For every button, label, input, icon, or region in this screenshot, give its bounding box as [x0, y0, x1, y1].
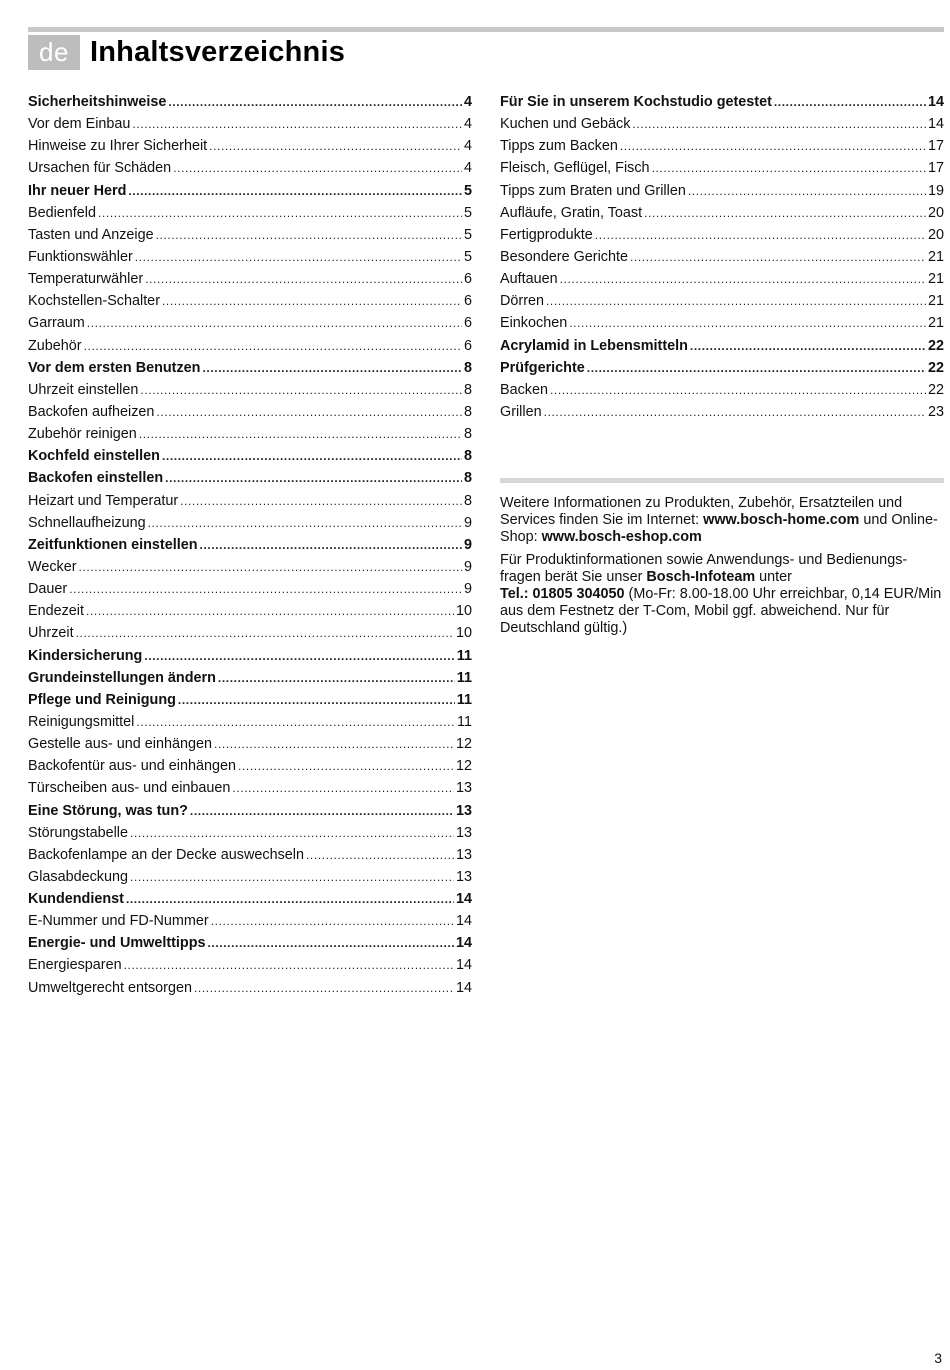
toc-entry-label: Fertigprodukte — [500, 226, 593, 243]
toc-dot-leader — [126, 888, 454, 910]
toc-entry-page: 5 — [463, 182, 472, 199]
toc-dot-leader — [140, 379, 462, 401]
toc-entry[interactable] — [28, 600, 472, 622]
toc-dot-leader — [190, 800, 454, 822]
toc-entry-page: 22 — [927, 337, 944, 354]
toc-entry[interactable] — [28, 711, 472, 733]
toc-dot-leader — [87, 312, 462, 334]
toc-dot-leader — [79, 556, 462, 578]
toc-entry-page: 14 — [455, 957, 472, 974]
toc-dot-leader — [132, 113, 462, 135]
toc-entry-page: 12 — [455, 758, 472, 775]
toc-entry-label: Schnellaufheizung — [28, 514, 146, 531]
toc-entry[interactable] — [500, 401, 944, 423]
page-header — [28, 34, 345, 70]
toc-entry-label: Energiesparen — [28, 957, 122, 974]
toc-entry-label: Sicherheitshinweise — [28, 94, 167, 110]
toc-entry[interactable] — [500, 113, 944, 135]
toc-entry-label: Tipps zum Backen — [500, 138, 618, 155]
toc-entry[interactable] — [28, 800, 472, 822]
toc-entry-label: Ursachen für Schäden — [28, 160, 172, 177]
toc-dot-leader — [168, 91, 462, 113]
info-text: und Online-Shop: — [500, 512, 938, 545]
info-text: (Mo-Fr: 8.00-18.00 Uhr erreichbar, 0,14 EUR/Min aus dem Festnetz der T-Com, Mobil ggf. abweichend. Nur für Deutschland gültig.) — [500, 586, 942, 636]
toc-entry-page: 5 — [463, 248, 472, 265]
toc-dot-leader — [165, 467, 462, 489]
toc-entry[interactable] — [28, 224, 472, 246]
toc-entry-page: 4 — [463, 160, 472, 177]
toc-entry-label: Grundeinstellungen ändern — [28, 669, 216, 686]
toc-entry-label: Kindersicherung — [28, 647, 143, 664]
toc-entry-label: Einkochen — [500, 315, 568, 332]
language-badge: de — [28, 35, 80, 70]
toc-dot-leader — [76, 622, 454, 644]
toc-dot-leader — [136, 711, 455, 733]
toc-entry-page: 9 — [463, 514, 472, 531]
toc-entry-page: 5 — [463, 204, 472, 221]
toc-dot-leader — [130, 866, 454, 888]
toc-entry-page: 10 — [455, 603, 472, 620]
toc-entry-page: 13 — [455, 824, 472, 841]
toc-dot-leader — [211, 910, 454, 932]
toc-dot-leader — [632, 113, 926, 135]
toc-entry-page: 14 — [455, 891, 472, 908]
toc-entry[interactable] — [500, 202, 944, 224]
toc-dot-leader — [208, 932, 454, 954]
toc-dot-leader — [214, 733, 454, 755]
toc-entry-label: Backofentür aus- und einhängen — [28, 758, 237, 775]
toc-entry[interactable] — [500, 224, 944, 246]
info-text: Weitere Informationen zu Produkten, Zubehör, Ersatzteilen und Services finden Sie im Internet: — [500, 495, 903, 528]
toc-dot-leader — [546, 290, 926, 312]
toc-dot-leader — [774, 91, 926, 113]
toc-entry-label: Vor dem Einbau — [28, 116, 131, 133]
toc-entry[interactable] — [28, 445, 472, 467]
info-divider — [500, 478, 944, 483]
toc-entry-page: 11 — [456, 691, 472, 708]
toc-entry-page: 20 — [927, 226, 944, 243]
toc-entry-label: Grillen — [500, 403, 542, 420]
toc-entry[interactable] — [28, 932, 472, 954]
toc-dot-leader — [238, 755, 454, 777]
toc-entry-label: Auftauen — [500, 271, 558, 288]
toc-entry-page: 8 — [463, 426, 472, 443]
toc-entry[interactable] — [500, 312, 944, 334]
toc-entry-label: Vor dem ersten Benutzen — [28, 359, 201, 376]
info-contact-paragraph — [500, 552, 946, 637]
toc-entry-page: 6 — [463, 271, 472, 288]
toc-entry[interactable] — [28, 290, 472, 312]
toc-entry-page: 23 — [927, 403, 944, 420]
toc-entry[interactable] — [500, 268, 944, 290]
toc-entry-label: Umweltgerecht entsorgen — [28, 979, 192, 996]
toc-entry-label: Kundendienst — [28, 891, 124, 908]
toc-dot-leader — [560, 268, 926, 290]
toc-dot-leader — [124, 954, 454, 976]
toc-entry-label: Garraum — [28, 315, 85, 332]
toc-dot-leader — [69, 578, 462, 600]
toc-dot-leader — [130, 822, 454, 844]
toc-entry-label: Hinweise zu Ihrer Sicherheit — [28, 138, 208, 155]
toc-dot-leader — [156, 401, 462, 423]
toc-entry[interactable] — [28, 357, 472, 379]
toc-entry-page: 8 — [463, 359, 472, 376]
toc-dot-leader — [218, 667, 455, 689]
toc-dot-leader — [587, 357, 926, 379]
toc-entry-page: 4 — [463, 138, 472, 155]
toc-entry-page: 19 — [927, 182, 944, 199]
toc-entry-page: 17 — [927, 138, 944, 155]
toc-entry-page: 17 — [927, 160, 944, 177]
toc-entry-label: Acrylamid in Lebensmitteln — [500, 337, 688, 354]
toc-entry[interactable] — [28, 667, 472, 689]
toc-dot-leader — [135, 246, 462, 268]
toc-entry-page: 11 — [456, 669, 472, 686]
page-number: 3 — [934, 1350, 942, 1366]
toc-dot-leader — [209, 135, 462, 157]
toc-entry-page: 21 — [927, 248, 944, 265]
toc-entry-label: E-Nummer und FD-Nummer — [28, 913, 209, 930]
toc-entry[interactable] — [500, 180, 944, 202]
toc-entry-label: Dauer — [28, 581, 68, 598]
toc-entry-page: 14 — [927, 94, 944, 110]
toc-entry-label: Besondere Gerichte — [500, 248, 628, 265]
toc-entry[interactable] — [28, 423, 472, 445]
toc-entry-page: 10 — [455, 625, 472, 642]
toc-entry[interactable] — [28, 534, 472, 556]
toc-entry-label: Backofen einstellen — [28, 470, 164, 487]
toc-entry[interactable] — [500, 290, 944, 312]
toc-entry-label: Backofen aufheizen — [28, 403, 155, 420]
toc-entry-label: Fleisch, Geflügel, Fisch — [500, 160, 650, 177]
toc-entry-page: 4 — [463, 94, 472, 110]
toc-entry[interactable] — [28, 335, 472, 357]
toc-dot-leader — [202, 357, 462, 379]
toc-dot-leader — [162, 445, 462, 467]
toc-entry[interactable] — [28, 490, 472, 512]
toc-entry[interactable] — [500, 335, 944, 357]
toc-entry[interactable] — [28, 202, 472, 224]
toc-entry[interactable] — [28, 246, 472, 268]
toc-entry[interactable] — [28, 113, 472, 135]
info-text: unter — [755, 569, 792, 585]
toc-dot-leader — [595, 224, 926, 246]
info-block — [500, 495, 946, 643]
toc-entry-page: 13 — [455, 846, 472, 863]
toc-entry[interactable] — [28, 91, 472, 113]
toc-entry-label: Kochstellen-Schalter — [28, 293, 160, 310]
toc-entry-page: 11 — [456, 647, 472, 664]
toc-entry-label: Zubehör reinigen — [28, 426, 137, 443]
toc-entry-label: Energie- und Umwelttipps — [28, 935, 206, 952]
toc-dot-leader — [84, 335, 462, 357]
toc-dot-leader — [550, 379, 926, 401]
toc-entry-page: 22 — [927, 359, 944, 376]
toc-entry[interactable] — [28, 578, 472, 600]
toc-dot-leader — [200, 534, 462, 556]
toc-entry-page: 5 — [463, 226, 472, 243]
toc-entry-label: Heizart und Temperatur — [28, 492, 179, 509]
toc-entry-page: 6 — [463, 315, 472, 332]
page-title: Inhaltsverzeichnis — [90, 35, 346, 68]
toc-entry[interactable] — [28, 910, 472, 932]
toc-entry-page: 14 — [455, 935, 472, 952]
toc-entry[interactable] — [28, 556, 472, 578]
toc-entry-page: 22 — [927, 381, 944, 398]
toc-entry[interactable] — [500, 157, 944, 179]
toc-entry-page: 9 — [463, 581, 472, 598]
toc-entry[interactable] — [28, 312, 472, 334]
toc-dot-leader — [144, 645, 454, 667]
toc-entry-label: Bedienfeld — [28, 204, 97, 221]
toc-dot-leader — [306, 844, 454, 866]
toc-right-column — [500, 91, 944, 423]
toc-entry-page: 12 — [455, 736, 472, 753]
link-bosch-home[interactable]: www.bosch-home.com — [703, 512, 860, 528]
toc-entry[interactable] — [500, 91, 944, 113]
toc-entry-page: 6 — [463, 337, 472, 354]
toc-dot-leader — [128, 180, 462, 202]
toc-entry-page: 11 — [457, 713, 472, 730]
toc-entry-label: Pflege und Reinigung — [28, 691, 176, 708]
toc-entry[interactable] — [28, 180, 472, 202]
toc-entry[interactable] — [28, 157, 472, 179]
toc-dot-leader — [544, 401, 926, 423]
toc-entry[interactable] — [28, 977, 472, 999]
toc-entry-label: Wecker — [28, 558, 77, 575]
toc-entry[interactable] — [28, 135, 472, 157]
telephone-number: Tel.: 01805 304050 — [500, 586, 625, 602]
toc-entry-label: Prüfgerichte — [500, 359, 585, 376]
toc-entry-page: 14 — [455, 913, 472, 930]
toc-entry[interactable] — [28, 888, 472, 910]
toc-entry-page: 4 — [463, 116, 472, 133]
toc-entry-label: Zubehör — [28, 337, 82, 354]
toc-entry-label: Tipps zum Braten und Grillen — [500, 182, 686, 199]
toc-dot-leader — [652, 157, 926, 179]
toc-dot-leader — [145, 268, 462, 290]
toc-dot-leader — [173, 157, 462, 179]
toc-entry[interactable] — [28, 755, 472, 777]
toc-entry[interactable] — [500, 135, 944, 157]
toc-entry-label: Backen — [500, 381, 548, 398]
toc-entry[interactable] — [500, 246, 944, 268]
toc-entry-page: 9 — [463, 558, 472, 575]
toc-entry-page: 21 — [927, 315, 944, 332]
toc-entry[interactable] — [500, 379, 944, 401]
toc-dot-leader — [162, 290, 462, 312]
toc-entry-page: 8 — [463, 403, 472, 420]
toc-entry-page: 14 — [455, 979, 472, 996]
toc-entry-page: 6 — [463, 293, 472, 310]
toc-entry[interactable] — [28, 512, 472, 534]
toc-dot-leader — [630, 246, 926, 268]
toc-dot-leader — [644, 202, 926, 224]
toc-entry-page: 8 — [463, 470, 472, 487]
toc-entry[interactable] — [28, 645, 472, 667]
toc-dot-leader — [86, 600, 454, 622]
toc-entry[interactable] — [28, 622, 472, 644]
info-text: Für Produktinformationen sowie Anwendungs- und Bedienungs-fragen berät Sie unser — [500, 552, 908, 585]
toc-entry-page: 21 — [927, 271, 944, 288]
toc-entry-page: 13 — [455, 802, 472, 819]
toc-dot-leader — [156, 224, 462, 246]
toc-entry-page: 8 — [463, 448, 472, 465]
toc-entry-label: Türscheiben aus- und einbauen — [28, 780, 231, 797]
toc-left-column — [28, 91, 472, 999]
toc-entry[interactable] — [28, 379, 472, 401]
toc-entry-page: 8 — [463, 492, 472, 509]
toc-entry-label: Funktionswähler — [28, 248, 133, 265]
link-bosch-eshop[interactable]: www.bosch-eshop.com — [541, 529, 702, 545]
toc-dot-leader — [178, 689, 455, 711]
toc-entry[interactable] — [28, 733, 472, 755]
toc-entry-label: Kuchen und Gebäck — [500, 116, 631, 133]
toc-dot-leader — [690, 335, 926, 357]
toc-dot-leader — [98, 202, 462, 224]
toc-entry[interactable] — [28, 866, 472, 888]
toc-entry[interactable] — [28, 689, 472, 711]
toc-entry-label: Für Sie in unserem Kochstudio getestet — [500, 94, 772, 110]
toc-entry-page: 21 — [927, 293, 944, 310]
toc-dot-leader — [180, 490, 462, 512]
info-web-paragraph — [500, 495, 946, 546]
toc-entry-label: Ihr neuer Herd — [28, 182, 127, 199]
toc-dot-leader — [139, 423, 462, 445]
toc-entry[interactable] — [28, 822, 472, 844]
toc-entry-label: Backofenlampe an der Decke auswechseln — [28, 846, 304, 863]
toc-entry-page: 8 — [463, 381, 472, 398]
toc-entry-page: 14 — [927, 116, 944, 133]
toc-entry-label: Zeitfunktionen einstellen — [28, 536, 198, 553]
toc-entry-label: Uhrzeit — [28, 625, 74, 642]
infoteam-name: Bosch-Infoteam — [646, 569, 756, 585]
toc-entry-label: Temperaturwähler — [28, 271, 144, 288]
toc-dot-leader — [688, 180, 926, 202]
toc-entry-label: Dörren — [500, 293, 544, 310]
toc-entry-page: 13 — [455, 780, 472, 797]
toc-entry-label: Endezeit — [28, 603, 85, 620]
toc-dot-leader — [148, 512, 462, 534]
toc-entry-label: Uhrzeit einstellen — [28, 381, 139, 398]
toc-entry[interactable] — [28, 401, 472, 423]
toc-entry-label: Tasten und Anzeige — [28, 226, 154, 243]
toc-dot-leader — [569, 312, 926, 334]
toc-entry-page: 9 — [463, 536, 472, 553]
toc-entry-page: 13 — [455, 868, 472, 885]
toc-entry[interactable] — [28, 467, 472, 489]
top-rule — [28, 27, 944, 32]
toc-entry[interactable] — [28, 844, 472, 866]
toc-entry-label: Reinigungsmittel — [28, 713, 135, 730]
toc-entry-label: Eine Störung, was tun? — [28, 802, 188, 819]
toc-entry[interactable] — [28, 777, 472, 799]
toc-entry[interactable] — [500, 357, 944, 379]
toc-entry[interactable] — [28, 954, 472, 976]
toc-dot-leader — [194, 977, 454, 999]
toc-dot-leader — [232, 777, 454, 799]
toc-entry-label: Störungstabelle — [28, 824, 129, 841]
toc-dot-leader — [620, 135, 926, 157]
toc-entry-label: Kochfeld einstellen — [28, 448, 160, 465]
toc-entry-page: 20 — [927, 204, 944, 221]
toc-entry[interactable] — [28, 268, 472, 290]
toc-entry-label: Glasabdeckung — [28, 868, 129, 885]
toc-entry-label: Aufläufe, Gratin, Toast — [500, 204, 643, 221]
toc-entry-label: Gestelle aus- und einhängen — [28, 736, 213, 753]
